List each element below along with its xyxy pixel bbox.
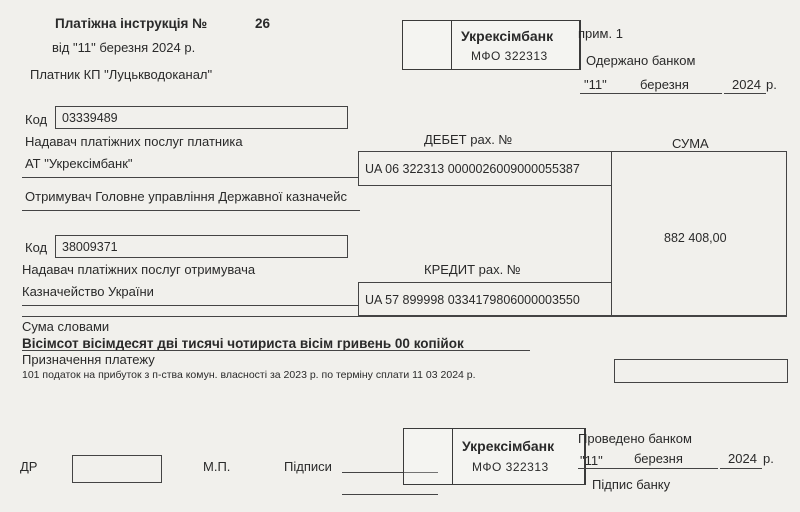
bank-signature-label: Підпис банку (592, 477, 671, 492)
stamp-bank-name: Укрексімбанк (461, 28, 554, 44)
recipient-code-value: 38009371 (62, 240, 118, 254)
received-by-bank-label: Одержано банком (586, 53, 696, 68)
dr-field (72, 455, 162, 483)
document-number: 26 (255, 16, 271, 31)
credit-account-value: UA 57 899998 0334179806000003550 (365, 293, 580, 307)
received-year-line (724, 93, 766, 94)
payer-name-line: Платник КП "Луцькводоканал" (30, 67, 213, 82)
recipient-provider-line (22, 305, 358, 306)
received-month-line (610, 93, 722, 94)
words-top-line (22, 316, 787, 317)
amount-in-words-label: Сума словами (22, 319, 110, 334)
purpose-value: 101 податок на прибуток з п-ства комун. власності за 2023 р. по терміну сплати 11 03 2024 р. (22, 369, 476, 381)
credit-label: КРЕДИТ рах. № (424, 262, 521, 277)
recipient-provider-label: Надавач платіжних послуг отримувача (22, 262, 256, 277)
received-year-suffix: р. (766, 77, 777, 92)
stamp-bank-name: Укрексімбанк (462, 438, 555, 454)
amount-in-words-value: Вісімсот вісімдесят дві тисячі чотириста вісім гривень 00 копійок (22, 336, 464, 351)
amount-value: 882 408,00 (664, 231, 727, 245)
document-title: Платіжна інструкція № (55, 16, 208, 31)
recipient-label: Отримувач Головне управління Державної казначейс (25, 189, 347, 204)
stamp-mfo: МФО 322313 (471, 49, 548, 63)
processed-day: "11" (580, 453, 603, 468)
payer-code-label: Код (25, 112, 48, 127)
payer-provider-label: Надавач платіжних послуг платника (25, 134, 243, 149)
debit-label: ДЕБЕТ рах. № (424, 132, 513, 147)
bank-stamp-bottom (403, 428, 585, 485)
received-month: березня (640, 77, 689, 92)
received-day: "11" (584, 77, 607, 92)
recipient-line (22, 210, 360, 211)
purpose-label: Призначення платежу (22, 352, 155, 367)
recipient-provider-value: Казначейство України (22, 284, 154, 299)
recipient-code-field (55, 235, 348, 258)
processed-day-line (578, 468, 606, 469)
purpose-side-box (614, 359, 788, 383)
processed-month: березня (634, 451, 683, 466)
document-date: від "11" березня 2024 р. (52, 40, 196, 55)
payer-provider-value: АТ "Укрексімбанк" (25, 156, 133, 171)
credit-account-field (358, 282, 612, 316)
recipient-code-label: Код (25, 240, 48, 255)
amount-label: СУМА (672, 136, 709, 151)
processed-by-bank-label: Проведено банком (578, 431, 692, 446)
debit-account-field (358, 151, 612, 186)
processed-year-line (720, 468, 762, 469)
mp-label: М.П. (203, 459, 231, 474)
payer-code-field (55, 106, 348, 129)
processed-year-suffix: р. (763, 451, 774, 466)
stamp-mfo: МФО 322313 (472, 460, 549, 474)
note-label: прим. 1 (578, 26, 623, 41)
stamp-frame (452, 428, 586, 485)
signatures-label: Підписи (284, 459, 332, 474)
amount-field (611, 151, 787, 316)
processed-year: 2024 (728, 451, 757, 466)
processed-month-line (606, 468, 718, 469)
payer-provider-line (22, 177, 358, 178)
received-day-line (580, 93, 610, 94)
payer-code-value: 03339489 (62, 111, 118, 125)
amount-in-words-line (22, 350, 530, 351)
debit-account-value: UA 06 322313 0000026009000055387 (365, 162, 580, 176)
received-year: 2024 (732, 77, 761, 92)
bank-stamp-top (402, 20, 580, 70)
signature-line-2 (342, 494, 438, 495)
dr-label: ДР (20, 459, 38, 474)
